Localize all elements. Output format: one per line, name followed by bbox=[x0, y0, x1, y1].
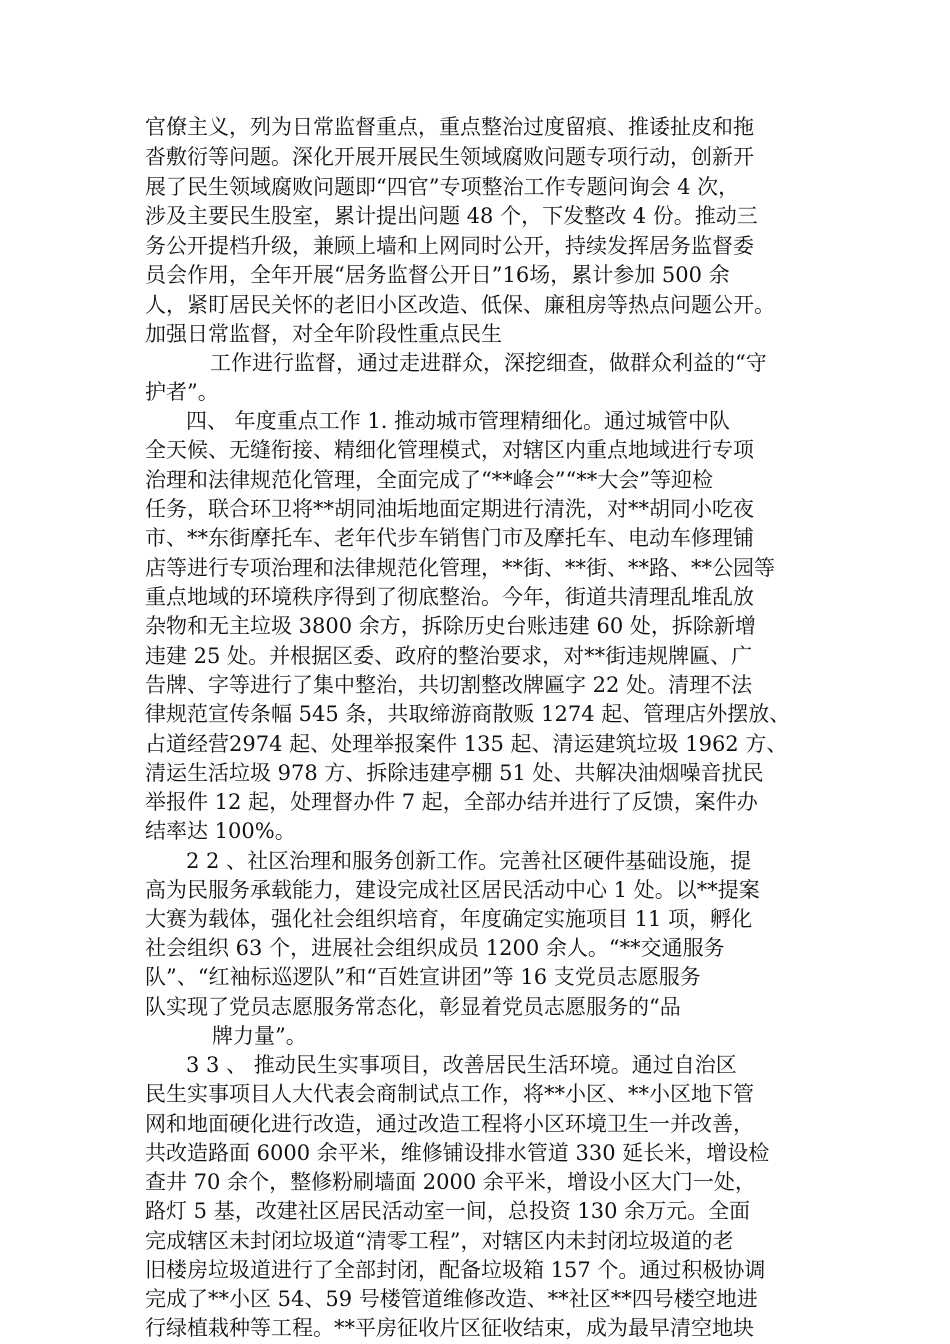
text-line: 市、**东街摩托车、老年代步车销售门市及摩托车、电动车修理铺 bbox=[145, 526, 754, 550]
text-line: 涉及主要民生股室，累计提出问题 48 个，下发整改 4 份。推动三 bbox=[145, 204, 758, 228]
text-line: 任务，联合环卫将**胡同油垢地面定期进行清洗，对**胡同小吃夜 bbox=[145, 497, 754, 521]
text-line: 告牌、字等进行了集中整治，共切割整改牌匾字 22 处。清理不法 bbox=[145, 673, 753, 697]
text-line: 杂物和无主垃圾 3800 余方，拆除历史台账违建 60 处，拆除新增 bbox=[145, 614, 756, 638]
text-line: 3 3 、 推动民生实事项目，改善居民生活环境。通过自治区 bbox=[186, 1053, 737, 1077]
text-line: 查井 70 余个，整修粉刷墙面 2000 余平米，增设小区大门一处， bbox=[145, 1170, 756, 1194]
text-line: 全天候、无缝衔接、精细化管理模式，对辖区内重点地域进行专项 bbox=[145, 438, 754, 462]
text-line: 店等进行专项治理和法律规范化管理，**街、**街、**路、**公园等 bbox=[145, 556, 775, 580]
text-line: 清运生活垃圾 978 方、拆除违建亭棚 51 处、共解决油烟噪音扰民 bbox=[145, 761, 764, 785]
text-line: 行绿植栽种等工程。**平房征收片区征收结束，成为最早清空地块 bbox=[145, 1316, 754, 1340]
text-line: 路灯 5 基，改建社区居民活动室一间，总投资 130 余万元。全面 bbox=[145, 1199, 751, 1223]
text-line: 民生实事项目人大代表会商制试点工作，将**小区、**小区地下管 bbox=[145, 1082, 754, 1106]
text-line: 旧楼房垃圾道进行了全部封闭，配备垃圾箱 157 个。通过积极协调 bbox=[145, 1258, 766, 1282]
text-line: 占道经营2974 起、处理举报案件 135 起、清运建筑垃圾 1962 方、 bbox=[145, 732, 788, 756]
text-line: 高为民服务承载能力，建设完成社区居民活动中心 1 处。以**提案 bbox=[145, 878, 760, 902]
text-line: 四、 年度重点工作 1. 推动城市管理精细化。通过城管中队 bbox=[186, 409, 731, 433]
text-line: 务公开提档升级，兼顾上墙和上网同时公开，持续发挥居务监督委 bbox=[145, 234, 754, 258]
text-line: 加强日常监督，对全年阶段性重点民生 bbox=[145, 322, 502, 346]
text-line: 员会作用，全年开展“居务监督公开日”16场，累计参加 500 余 bbox=[145, 263, 730, 287]
text-line: 牌力量”。 bbox=[212, 1024, 307, 1048]
text-line: 完成了**小区 54、59 号楼管道维修改造、**社区**四号楼空地进 bbox=[145, 1287, 758, 1311]
text-line: 护者”。 bbox=[145, 380, 219, 404]
text-line: 官僚主义，列为日常监督重点，重点整治过度留痕、推诿扯皮和拖 bbox=[145, 115, 754, 139]
text-line: 结率达 100%。 bbox=[145, 819, 296, 843]
text-line: 队实现了党员志愿服务常态化，彰显着党员志愿服务的“品 bbox=[145, 995, 681, 1019]
text-line: 违建 25 处。并根据区委、政府的整治要求，对**街违规牌匾、广 bbox=[145, 644, 753, 668]
text-line: 2 2 、社区治理和服务创新工作。完善社区硬件基础设施，提 bbox=[186, 849, 752, 873]
text-line: 网和地面硬化进行改造，通过改造工程将小区环境卫生一并改善， bbox=[145, 1112, 754, 1136]
text-line: 工作进行监督，通过走进群众，深挖细查，做群众利益的“守 bbox=[210, 351, 767, 375]
text-line: 社会组织 63 个，进展社会组织成员 1200 余人。“**交通服务 bbox=[145, 936, 725, 960]
text-line: 展了民生领域腐败问题即“四官”专项整治工作专题问询会 4 次， bbox=[145, 175, 740, 199]
text-line: 举报件 12 起，处理督办件 7 起，全部办结并进行了反馈，案件办 bbox=[145, 790, 758, 814]
text-line: 共改造路面 6000 余平米，维修铺设排水管道 330 延长米，增设检 bbox=[145, 1141, 770, 1165]
text-line: 大赛为载体，强化社会组织培育，年度确定实施项目 11 项，孵化 bbox=[145, 907, 753, 931]
text-line: 律规范宣传条幅 545 条，共取缔游商散贩 1274 起、管理店外摆放、 bbox=[145, 702, 791, 726]
text-line: 队”、“红袖标巡逻队”和“百姓宣讲团”等 16 支党员志愿服务 bbox=[145, 965, 701, 989]
text-line: 沓敷衍等问题。深化开展开展民生领域腐败问题专项行动，创新开 bbox=[145, 145, 754, 169]
text-line: 人，紧盯居民关怀的老旧小区改造、低保、廉租房等热点问题公开。 bbox=[145, 293, 775, 317]
text-line: 重点地域的环境秩序得到了彻底整治。今年，街道共清理乱堆乱放 bbox=[145, 585, 754, 609]
text-line: 治理和法律规范化管理，全面完成了“**峰会”“**大会”等迎检 bbox=[145, 468, 713, 492]
text-line: 完成辖区未封闭垃圾道“清零工程”，对辖区内未封闭垃圾道的老 bbox=[145, 1229, 734, 1253]
